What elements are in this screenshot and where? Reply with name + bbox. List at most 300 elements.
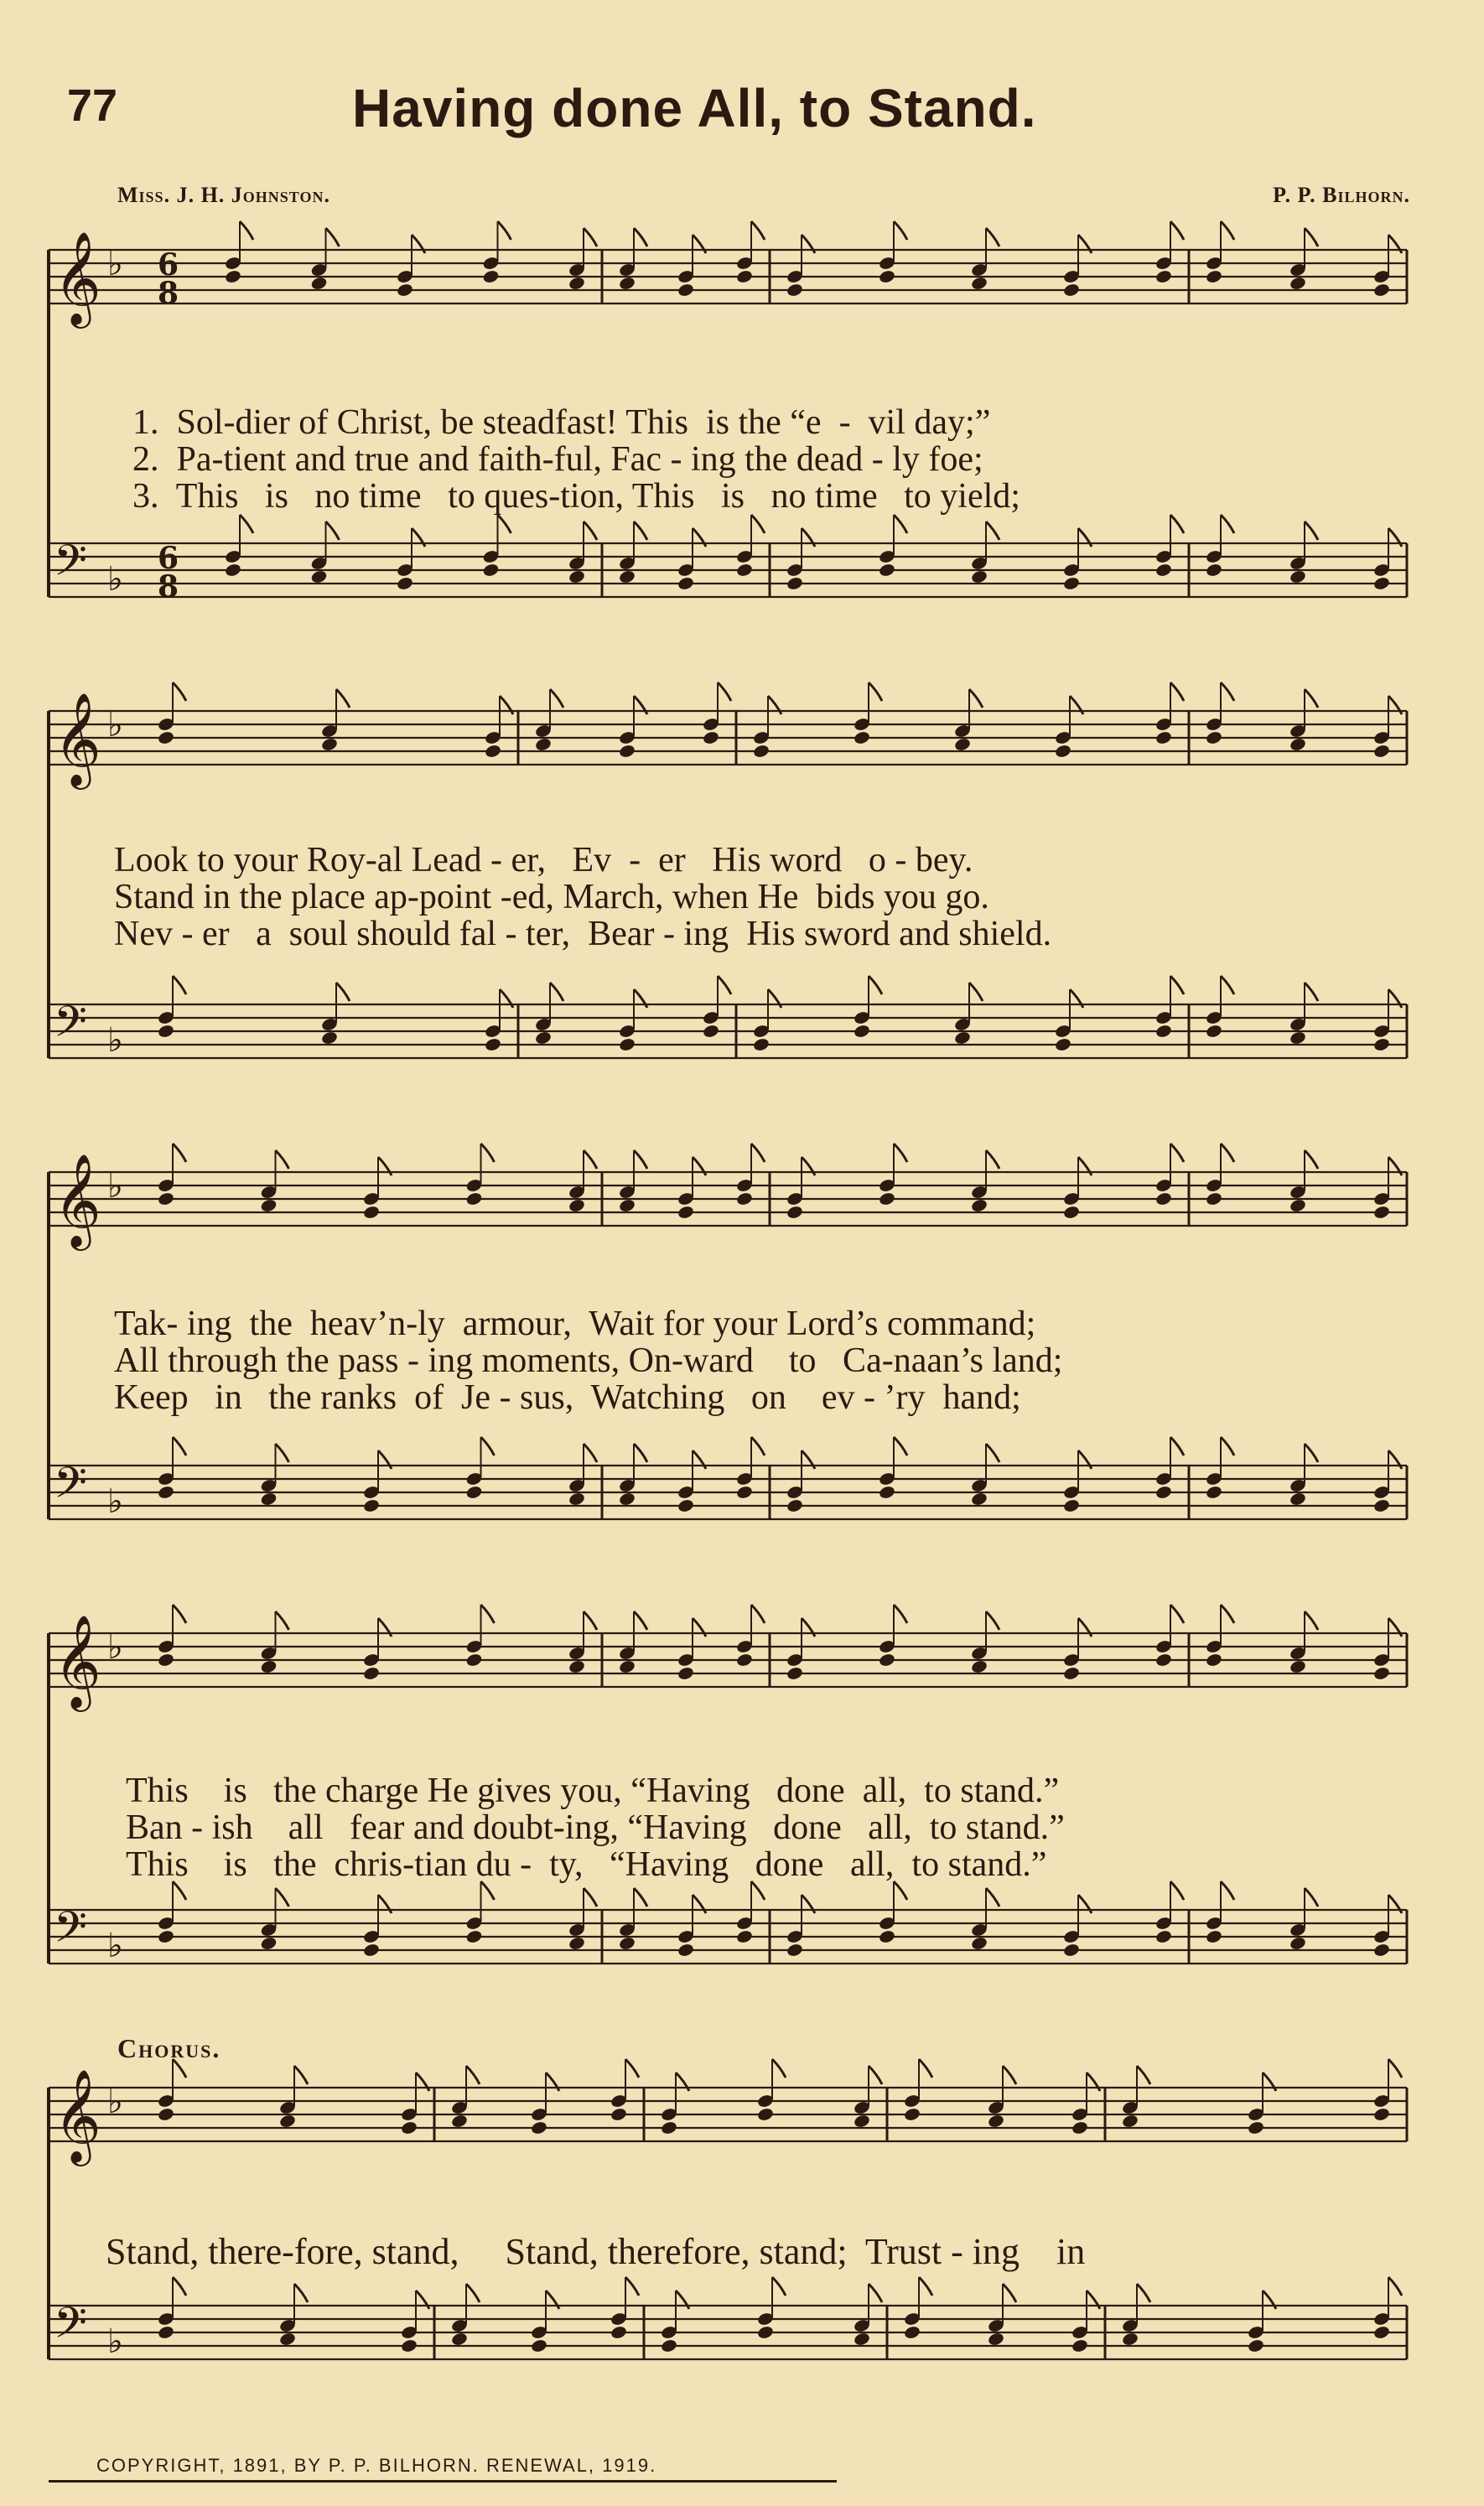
note-flag	[894, 515, 907, 533]
note-flag	[584, 1150, 597, 1169]
note-head	[853, 1024, 870, 1039]
note-head	[1155, 1485, 1172, 1500]
note-head	[1155, 269, 1172, 284]
note-head	[1289, 1030, 1306, 1045]
note-head	[484, 744, 501, 759]
note-head	[1372, 2325, 1390, 2340]
note-head	[1205, 563, 1222, 578]
note-head	[465, 1485, 483, 1500]
chorus-label: Chorus.	[117, 2033, 221, 2063]
note-head	[1155, 1024, 1172, 1039]
footer-rule	[49, 2480, 837, 2483]
note-head	[465, 1191, 483, 1206]
note-flag	[276, 1150, 289, 1169]
note-head	[568, 1198, 585, 1213]
note-flag	[550, 983, 563, 1001]
note-head	[1062, 1498, 1080, 1513]
note-head	[1205, 269, 1222, 284]
chorus-lyric-line: Stand, there-fore, stand, Stand, therefore, stand; Trust - ing in	[106, 2231, 1086, 2272]
note-head	[362, 1498, 380, 1513]
note-head	[450, 2114, 468, 2129]
note-head	[1205, 1485, 1222, 1500]
note-flag	[1305, 521, 1318, 540]
note-head	[752, 744, 770, 759]
note-flag	[584, 521, 597, 540]
note-flag	[240, 515, 253, 533]
note-flag	[584, 1611, 597, 1630]
note-head	[878, 1191, 895, 1206]
note-head	[1372, 1498, 1390, 1513]
note-head	[1062, 1943, 1080, 1958]
note-head	[1205, 1191, 1222, 1206]
note-flag	[894, 1144, 907, 1162]
note-head	[786, 1666, 803, 1681]
note-head	[224, 269, 241, 284]
note-head	[1205, 1653, 1222, 1668]
note-flag	[584, 1444, 597, 1462]
note-head	[1054, 744, 1071, 759]
note-head	[660, 2338, 677, 2353]
note-head	[1121, 2114, 1139, 2129]
note-head	[970, 1659, 988, 1674]
note-head	[568, 1492, 585, 1507]
note-head	[660, 2120, 677, 2135]
note-flag	[584, 228, 597, 246]
note-head	[702, 730, 719, 745]
note-head	[157, 2325, 174, 2340]
note-head	[400, 2120, 418, 2135]
note-head	[157, 1191, 174, 1206]
note-head	[677, 1943, 694, 1958]
lyric-line: 2. Pa-tient and true and faith-ful, Fac - ing the dead - ly foe;	[132, 440, 983, 479]
note-flag	[1305, 228, 1318, 246]
note-head	[677, 1498, 694, 1513]
note-head	[752, 1037, 770, 1052]
note-head	[853, 730, 870, 745]
flat-key-icon: ♭	[107, 1628, 123, 1667]
flat-key-icon: ♭	[107, 1482, 123, 1521]
note-flag	[772, 2277, 786, 2296]
note-flag	[634, 1150, 647, 1169]
note-head	[786, 1205, 803, 1220]
note-flag	[894, 1605, 907, 1623]
lyric-line: 1. Sol-dier of Christ, be steadfast! This is the “e - vil day;”	[132, 403, 991, 442]
note-head	[568, 1659, 585, 1674]
note-flag	[919, 2277, 932, 2296]
flat-key-icon: ♭	[107, 560, 123, 599]
note-head	[1155, 563, 1172, 578]
note-head	[157, 1485, 174, 1500]
note-head	[224, 563, 241, 578]
note-head	[970, 1936, 988, 1951]
note-flag	[718, 976, 731, 994]
note-head	[853, 2114, 870, 2129]
note-head	[735, 269, 753, 284]
note-flag	[718, 682, 731, 701]
note-flag	[276, 1444, 289, 1462]
note-head	[853, 2332, 870, 2347]
note-head	[970, 569, 988, 584]
note-head	[953, 737, 971, 752]
note-head	[618, 744, 636, 759]
note-flag	[634, 1444, 647, 1462]
note-flag	[1137, 2284, 1150, 2302]
note-head	[1155, 1929, 1172, 1944]
note-flag	[326, 228, 340, 246]
note-flag	[466, 2066, 480, 2084]
note-head	[618, 1492, 636, 1507]
note-head	[362, 1943, 380, 1958]
bass-clef-icon: 𝄢	[54, 1902, 87, 1963]
note-head	[278, 2114, 296, 2129]
note-head	[677, 576, 694, 591]
note-flag	[1221, 221, 1234, 240]
note-head	[878, 1485, 895, 1500]
flat-key-icon: ♭	[107, 2322, 123, 2361]
note-head	[756, 2325, 774, 2340]
note-head	[677, 1205, 694, 1220]
note-head	[362, 1666, 380, 1681]
note-head	[735, 1653, 753, 1668]
lyric-line: 3. This is no time to ques-tion, This is no time to yield;	[132, 477, 1020, 516]
note-head	[1372, 1666, 1390, 1681]
note-flag	[466, 2284, 480, 2302]
note-head	[878, 269, 895, 284]
note-head	[362, 1205, 380, 1220]
note-head	[702, 1024, 719, 1039]
note-flag	[1388, 2059, 1402, 2078]
note-flag	[919, 2059, 932, 2078]
note-head	[1054, 1037, 1071, 1052]
note-head	[1155, 730, 1172, 745]
note-flag	[1221, 1144, 1234, 1162]
note-flag	[584, 1888, 597, 1907]
note-head	[568, 1936, 585, 1951]
composer-credit: P. P. Bilhorn.	[1273, 183, 1410, 207]
treble-clef-icon: 𝄞	[54, 692, 101, 786]
note-head	[157, 730, 174, 745]
treble-clef-icon: 𝄞	[54, 1614, 101, 1708]
note-flag	[1221, 682, 1234, 701]
note-head	[618, 1198, 636, 1213]
note-flag	[1170, 221, 1184, 240]
hymn-number: 77	[67, 80, 118, 131]
note-head	[1289, 1659, 1306, 1674]
note-head	[1289, 1492, 1306, 1507]
note-flag	[1003, 2066, 1016, 2084]
note-flag	[986, 1150, 999, 1169]
note-flag	[634, 228, 647, 246]
note-head	[396, 576, 413, 591]
note-head	[1155, 1191, 1172, 1206]
note-head	[786, 1498, 803, 1513]
note-flag	[481, 1144, 495, 1162]
note-head	[786, 576, 803, 591]
note-flag	[550, 689, 563, 708]
note-head	[534, 1030, 552, 1045]
time-signature-denominator: 8	[158, 569, 179, 604]
note-head	[903, 2325, 921, 2340]
note-flag	[1221, 1437, 1234, 1455]
note-flag	[625, 2059, 639, 2078]
note-head	[786, 283, 803, 298]
note-head	[157, 1024, 174, 1039]
note-flag	[986, 228, 999, 246]
note-head	[1062, 1666, 1080, 1681]
note-flag	[986, 1611, 999, 1630]
note-flag	[751, 1605, 765, 1623]
note-flag	[772, 2059, 786, 2078]
note-flag	[481, 1605, 495, 1623]
note-head	[1372, 1205, 1390, 1220]
note-flag	[634, 1888, 647, 1907]
note-flag	[869, 2284, 882, 2302]
lyric-line: Keep in the ranks of Je - sus, Watching on ev - ’ry hand;	[114, 1378, 1021, 1417]
note-head	[1289, 569, 1306, 584]
note-flag	[240, 221, 253, 240]
note-flag	[1170, 976, 1184, 994]
note-flag	[1170, 1144, 1184, 1162]
note-flag	[1137, 2066, 1150, 2084]
note-head	[1372, 1037, 1390, 1052]
flat-key-icon: ♭	[107, 1167, 123, 1206]
lyric-line: This is the charge He gives you, “Having done all, to stand.”	[126, 1772, 1060, 1810]
note-flag	[294, 2284, 308, 2302]
note-flag	[1170, 682, 1184, 701]
flat-key-icon: ♭	[107, 706, 123, 745]
note-flag	[869, 682, 882, 701]
bass-clef-icon: 𝄢	[54, 1457, 87, 1518]
note-flag	[634, 521, 647, 540]
note-head	[677, 1666, 694, 1681]
note-head	[450, 2332, 468, 2347]
note-flag	[986, 521, 999, 540]
note-flag	[1305, 1444, 1318, 1462]
copyright-notice: COPYRIGHT, 1891, BY P. P. BILHORN. RENEWAL, 1919.	[96, 2455, 657, 2476]
note-head	[953, 1030, 971, 1045]
lyric-line: Tak- ing the heav’n-ly armour, Wait for your Lord’s command;	[114, 1305, 1036, 1343]
note-head	[465, 1653, 483, 1668]
note-head	[1071, 2338, 1088, 2353]
note-head	[618, 1037, 636, 1052]
note-head	[1062, 576, 1080, 591]
note-head	[310, 276, 328, 291]
note-flag	[1305, 689, 1318, 708]
note-head	[735, 1929, 753, 1944]
note-flag	[751, 1437, 765, 1455]
note-flag	[1305, 1611, 1318, 1630]
note-flag	[1221, 515, 1234, 533]
note-head	[1205, 1929, 1222, 1944]
treble-clef-icon: 𝄞	[54, 2068, 101, 2162]
treble-clef-icon: 𝄞	[54, 231, 101, 324]
note-head	[1289, 1936, 1306, 1951]
bass-clef-icon: 𝄢	[54, 996, 87, 1057]
note-head	[1247, 2338, 1264, 2353]
note-flag	[173, 682, 186, 701]
note-flag	[498, 515, 511, 533]
note-flag	[294, 2066, 308, 2084]
note-flag	[1305, 1150, 1318, 1169]
note-flag	[894, 1437, 907, 1455]
note-flag	[1221, 976, 1234, 994]
note-head	[320, 737, 338, 752]
note-flag	[1305, 1888, 1318, 1907]
note-flag	[894, 221, 907, 240]
note-head	[568, 276, 585, 291]
note-head	[677, 283, 694, 298]
note-head	[1372, 744, 1390, 759]
note-head	[610, 2107, 627, 2122]
note-flag	[276, 1888, 289, 1907]
note-head	[484, 1037, 501, 1052]
note-flag	[1221, 1605, 1234, 1623]
note-head	[903, 2107, 921, 2122]
note-head	[1062, 1205, 1080, 1220]
lyric-line: This is the chris-tian du - ty, “Having done all, to stand.”	[126, 1845, 1047, 1884]
note-head	[465, 1929, 483, 1944]
note-head	[970, 276, 988, 291]
flat-key-icon: ♭	[107, 2083, 123, 2121]
note-flag	[173, 2277, 186, 2296]
note-flag	[751, 221, 765, 240]
note-flag	[969, 983, 983, 1001]
note-head	[987, 2114, 1004, 2129]
note-flag	[1170, 1605, 1184, 1623]
note-flag	[336, 689, 350, 708]
note-head	[878, 563, 895, 578]
note-head	[756, 2107, 774, 2122]
note-head	[878, 1653, 895, 1668]
note-head	[260, 1492, 278, 1507]
note-head	[987, 2332, 1004, 2347]
note-flag	[336, 983, 350, 1001]
note-head	[1205, 730, 1222, 745]
lyric-line: All through the pass - ing moments, On-ward to Ca-naan’s land;	[114, 1341, 1063, 1380]
note-head	[1289, 276, 1306, 291]
note-flag	[1003, 2284, 1016, 2302]
note-flag	[634, 1611, 647, 1630]
note-head	[786, 1943, 803, 1958]
music-system-3	[49, 1149, 1407, 1585]
note-head	[400, 2338, 418, 2353]
note-head	[260, 1198, 278, 1213]
note-head	[482, 269, 500, 284]
note-head	[878, 1929, 895, 1944]
note-head	[1155, 1653, 1172, 1668]
note-head	[618, 1659, 636, 1674]
note-flag	[625, 2277, 639, 2296]
note-head	[610, 2325, 627, 2340]
note-head	[1205, 1024, 1222, 1039]
note-head	[530, 2120, 547, 2135]
note-head	[970, 1198, 988, 1213]
music-system-chorus	[49, 2062, 1407, 2431]
note-head	[1372, 1943, 1390, 1958]
music-system-2	[49, 687, 1407, 1123]
note-flag	[498, 221, 511, 240]
note-head	[618, 569, 636, 584]
note-flag	[1388, 2277, 1402, 2296]
note-head	[1372, 283, 1390, 298]
flat-key-icon: ♭	[107, 1927, 123, 1965]
note-head	[157, 1929, 174, 1944]
lyric-line: Look to your Roy-al Lead - er, Ev - er His word o - bey.	[114, 841, 973, 879]
time-signature-numerator: 6	[158, 247, 179, 283]
note-flag	[173, 976, 186, 994]
note-flag	[481, 1437, 495, 1455]
time-signature-numerator: 6	[158, 541, 179, 576]
note-head	[1247, 2120, 1264, 2135]
note-head	[157, 2107, 174, 2122]
bass-clef-icon: 𝄢	[54, 2297, 87, 2358]
note-head	[1121, 2332, 1139, 2347]
note-head	[1372, 576, 1390, 591]
note-head	[534, 737, 552, 752]
note-flag	[969, 689, 983, 708]
note-head	[568, 569, 585, 584]
hymn-title: Having done All, to Stand.	[352, 78, 1037, 138]
note-flag	[173, 2059, 186, 2078]
note-head	[157, 1653, 174, 1668]
note-flag	[986, 1444, 999, 1462]
note-head	[618, 276, 636, 291]
note-flag	[869, 976, 882, 994]
note-head	[1289, 737, 1306, 752]
lyricist-credit: Miss. J. H. Johnston.	[117, 183, 330, 207]
note-flag	[751, 515, 765, 533]
flat-key-icon: ♭	[107, 1021, 123, 1060]
note-head	[260, 1659, 278, 1674]
flat-key-icon: ♭	[107, 245, 123, 283]
note-head	[1062, 283, 1080, 298]
lyric-line: Nev - er a soul should fal - ter, Bear - ing His sword and shield.	[114, 915, 1052, 953]
note-flag	[1170, 1437, 1184, 1455]
time-signature-denominator: 8	[158, 276, 179, 311]
note-flag	[173, 1437, 186, 1455]
treble-clef-icon: 𝄞	[54, 1153, 101, 1247]
music-system-4	[49, 1610, 1407, 2029]
note-flag	[751, 1144, 765, 1162]
note-flag	[1305, 983, 1318, 1001]
note-flag	[869, 2066, 882, 2084]
note-flag	[1170, 515, 1184, 533]
note-head	[278, 2332, 296, 2347]
note-head	[310, 569, 328, 584]
note-flag	[173, 1144, 186, 1162]
note-head	[735, 1191, 753, 1206]
note-head	[1289, 1198, 1306, 1213]
bass-clef-icon: 𝄢	[54, 535, 87, 596]
note-flag	[986, 1888, 999, 1907]
note-head	[735, 1485, 753, 1500]
note-head	[482, 563, 500, 578]
note-head	[970, 1492, 988, 1507]
note-head	[1372, 2107, 1390, 2122]
note-flag	[326, 521, 340, 540]
note-head	[320, 1030, 338, 1045]
note-head	[1071, 2120, 1088, 2135]
note-head	[530, 2338, 547, 2353]
note-head	[735, 563, 753, 578]
note-flag	[173, 1605, 186, 1623]
note-head	[260, 1936, 278, 1951]
lyric-line: Ban - ish all fear and doubt-ing, “Having done all, to stand.”	[126, 1808, 1065, 1847]
note-head	[396, 283, 413, 298]
note-flag	[276, 1611, 289, 1630]
note-head	[618, 1936, 636, 1951]
music-system-1	[49, 226, 1407, 662]
